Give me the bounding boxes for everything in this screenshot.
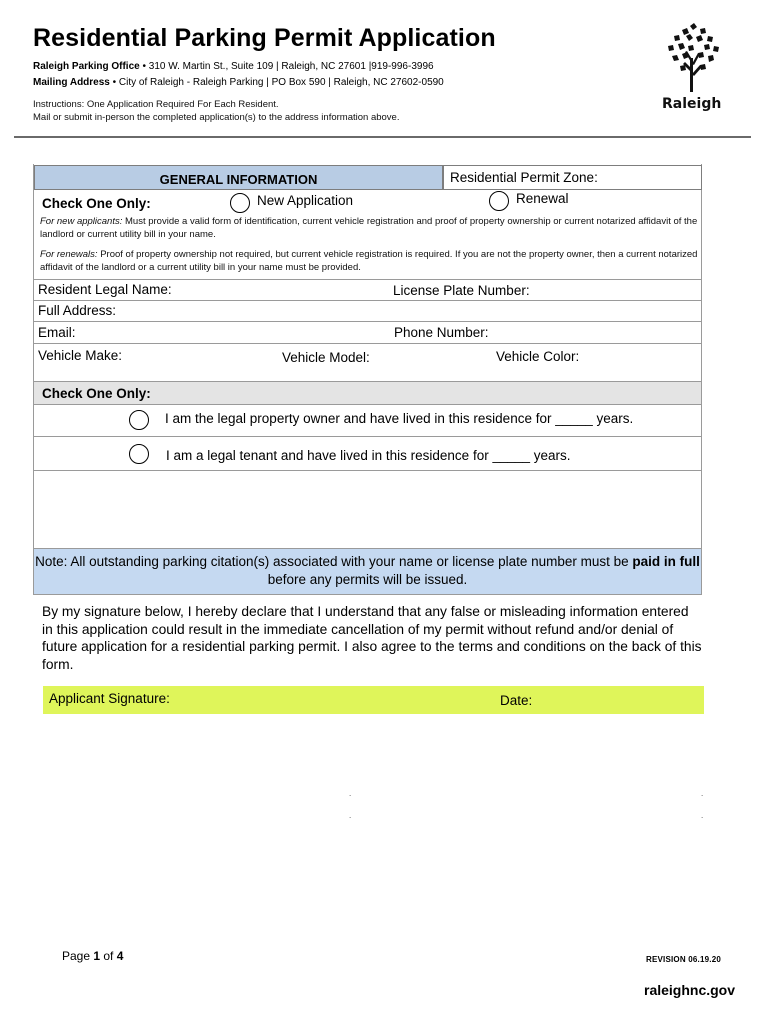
renew-note-text: Proof of property ownership not required, but current vehicle registration is required. If you are not the property owner, then a current notarized affidavit of the landlord or a current utility bill in your name must be provided.	[40, 249, 698, 273]
mailing-label: Mailing Address	[33, 77, 110, 88]
vehicle-model-field[interactable]: Vehicle Model:	[282, 350, 370, 365]
page-total: 4	[116, 949, 124, 963]
note-text-1: Note: All outstanding parking citation(s) associated with your name or license plate number must be	[35, 554, 633, 569]
phone-field[interactable]: Phone Number:	[394, 325, 489, 340]
stray-mark: .	[701, 789, 704, 798]
header-divider	[14, 136, 751, 138]
stray-mark: .	[349, 811, 352, 820]
new-applicant-note	[40, 215, 700, 241]
new-note-text: Must provide a valid form of identification, current vehicle registration and proof of property ownership or current notarized affidavit of the landlord or current utility bill in your name.	[40, 216, 698, 240]
signature-bar	[43, 686, 704, 714]
resident-name-field[interactable]: Resident Legal Name:	[38, 282, 172, 297]
stray-mark: .	[701, 811, 704, 820]
row-divider	[33, 343, 702, 344]
oak-tree-icon	[660, 22, 724, 96]
permit-zone-field[interactable]: Residential Permit Zone:	[443, 165, 702, 190]
page-of: of	[100, 949, 117, 963]
license-plate-field[interactable]: License Plate Number:	[393, 283, 530, 298]
citation-note	[34, 548, 701, 594]
renewal-radio[interactable]	[489, 191, 509, 211]
mailing-address: • City of Raleigh - Raleigh Parking | PO Box 590 | Raleigh, NC 27602-0590	[109, 77, 444, 88]
row-divider	[34, 470, 701, 471]
row-divider	[33, 300, 702, 301]
renew-note-lead: For renewals:	[40, 249, 98, 260]
page-current: 1	[93, 949, 101, 963]
row-divider	[33, 279, 702, 280]
page-indicator	[62, 949, 123, 963]
new-note-lead: For new applicants:	[40, 216, 123, 227]
instructions-line-1: Instructions: One Application Required For Each Resident.	[33, 99, 279, 110]
tenant-option-label: I am a legal tenant and have lived in this residence for _____ years.	[166, 448, 571, 463]
stray-mark: .	[349, 789, 352, 798]
office-label: Raleigh Parking Office	[33, 61, 140, 72]
office-address: • 310 W. Martin St., Suite 109 | Raleigh, NC 27601 |919-996-3996	[139, 61, 434, 72]
website-link[interactable]: raleighnc.gov	[644, 982, 736, 998]
office-line	[33, 61, 434, 72]
vehicle-make-field[interactable]: Vehicle Make:	[38, 348, 123, 363]
page-prefix: Page	[62, 949, 94, 963]
check-one-label: Check One Only:	[42, 196, 151, 211]
full-address-field[interactable]: Full Address:	[38, 303, 117, 318]
owner-option-label: I am the legal property owner and have lived in this residence for _____ years.	[165, 411, 634, 426]
logo-wordmark: Raleigh	[662, 96, 722, 112]
vehicle-color-field[interactable]: Vehicle Color:	[496, 349, 580, 364]
residency-check-header: Check One Only:	[34, 381, 701, 405]
revision-label: REVISION 06.19.20	[646, 955, 721, 964]
renewal-note	[40, 248, 700, 274]
general-information-header: GENERAL INFORMATION	[34, 165, 443, 190]
tenant-radio[interactable]	[129, 444, 149, 464]
note-text-2: before any permits will be issued.	[267, 572, 468, 587]
instructions-line-2: Mail or submit in-person the completed application(s) to the address information above.	[33, 112, 400, 123]
applicant-signature-field[interactable]: Applicant Signature:	[49, 691, 170, 706]
new-application-radio[interactable]	[230, 193, 250, 213]
date-field[interactable]: Date:	[500, 693, 533, 708]
note-bold: paid in full	[632, 554, 700, 569]
mailing-line	[33, 77, 444, 88]
renewal-label: Renewal	[516, 191, 569, 206]
row-divider	[34, 436, 701, 437]
raleigh-logo	[660, 22, 724, 118]
new-application-label: New Application	[257, 193, 354, 208]
email-field[interactable]: Email:	[38, 325, 76, 340]
page-title: Residential Parking Permit Application	[33, 24, 496, 52]
owner-radio[interactable]	[129, 410, 149, 430]
declaration-text: By my signature below, I hereby declare that I understand that any false or misleading information entered in this application could result in the immediate cancellation of my permit without refund and/or denial of future application for a residential parking permit. I also agree to the terms and conditions on the back of this form.	[42, 604, 702, 672]
row-divider	[33, 321, 702, 322]
